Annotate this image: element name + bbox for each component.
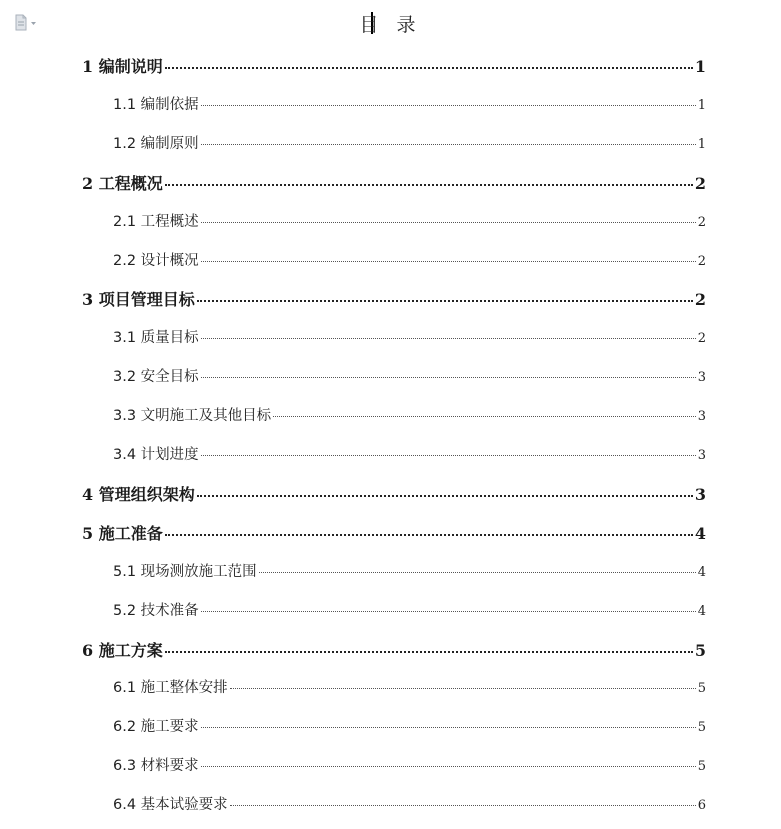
toc-entry[interactable] [113, 249, 706, 270]
toc-entry[interactable] [113, 443, 706, 464]
dot-leader [165, 67, 693, 69]
dot-leader [201, 455, 696, 456]
toc-entry[interactable] [113, 793, 706, 814]
toc-entry-label: 5 施工准备 [82, 523, 163, 543]
toc-entry-label: 3 项目管理目标 [82, 290, 195, 310]
toc-entry[interactable] [113, 132, 706, 153]
toc-entry-label: 5.2 技术准备 [113, 602, 199, 619]
toc-entry-label: 6 施工方案 [82, 640, 163, 660]
toc-entry[interactable] [113, 210, 706, 231]
toc-title: 目 录 [359, 14, 422, 36]
toc-entry-page: 4 [697, 603, 706, 619]
toc-entry-label: 3.1 质量目标 [113, 330, 199, 347]
toc-entry-page: 5 [697, 720, 706, 736]
toc-entry[interactable] [113, 754, 706, 775]
toc-entry-page: 2 [697, 331, 706, 347]
dot-leader [201, 611, 696, 612]
toc-entry-page: 4 [694, 523, 706, 543]
toc-entry-label: 3.3 文明施工及其他目标 [113, 408, 272, 425]
toc-entry-label: 1.2 编制原则 [113, 135, 199, 152]
toc-entry[interactable] [113, 93, 706, 114]
toc-entry[interactable] [113, 404, 706, 425]
toc-entry-label: 1.1 编制依据 [113, 96, 199, 113]
toc-entry[interactable] [82, 521, 706, 544]
toc-entry-page: 1 [697, 97, 706, 113]
dot-leader [197, 495, 693, 497]
dot-leader [201, 261, 696, 262]
toc-entry-page: 3 [694, 484, 706, 504]
toc-entry-label: 4 管理组织架构 [82, 484, 195, 504]
toc-entry-page: 2 [697, 214, 706, 230]
dot-leader [201, 105, 696, 106]
toc-entry-label: 2 工程概况 [82, 173, 163, 193]
toc-entry-label: 1 编制说明 [82, 57, 163, 76]
dot-leader [165, 651, 693, 653]
toc-entry-page: 2 [694, 173, 706, 193]
dot-leader [230, 688, 696, 689]
dot-leader [201, 727, 696, 728]
dot-leader [197, 300, 693, 302]
toc-entry-page: 3 [697, 409, 706, 425]
toc-entry-page: 1 [694, 57, 706, 76]
toc-entry-label: 3.4 计划进度 [113, 447, 199, 463]
toc-entry-label: 6.1 施工整体安排 [113, 680, 228, 697]
dot-leader [259, 572, 696, 573]
toc-entry-label: 6.4 基本试验要求 [113, 797, 228, 814]
toc-entry[interactable] [113, 560, 706, 581]
toc-entry[interactable] [113, 599, 706, 620]
toc-entry[interactable] [82, 482, 706, 505]
toc-entry-label: 2.1 工程概述 [113, 213, 199, 230]
dot-leader [165, 534, 693, 536]
toc-entry-label: 2.2 设计概况 [113, 252, 199, 269]
dot-leader [201, 144, 696, 145]
toc-entry-label: 6.3 材料要求 [113, 758, 199, 775]
toc-entry-label: 6.2 施工要求 [113, 719, 199, 736]
toc-entry-page: 5 [697, 759, 706, 775]
toc-entry-page: 5 [697, 681, 706, 697]
dot-leader [230, 805, 696, 806]
toc-entry-page: 4 [697, 564, 706, 580]
toc-entry[interactable] [82, 171, 706, 194]
dot-leader [201, 766, 696, 767]
toc-entry-page: 3 [697, 370, 706, 386]
toc-entry-page: 3 [697, 448, 706, 463]
toc-entry[interactable] [82, 638, 706, 661]
toc-entry-page: 2 [697, 253, 706, 269]
toc-entry[interactable] [113, 365, 706, 386]
toc-entry-label: 5.1 现场测放施工范围 [113, 563, 257, 580]
dot-leader [273, 416, 696, 417]
toc-entry-page: 1 [697, 136, 706, 152]
dot-leader [201, 338, 696, 339]
toc-entry[interactable] [113, 676, 706, 697]
toc-entry[interactable] [82, 287, 706, 310]
toc-entry-label: 3.2 安全目标 [113, 369, 199, 386]
toc-entry-page: 6 [697, 798, 706, 814]
toc-entry-page: 5 [694, 640, 706, 660]
toc-entry[interactable] [113, 326, 706, 347]
dot-leader [165, 184, 693, 186]
toc-entry[interactable] [82, 54, 706, 77]
toc-entry[interactable] [113, 715, 706, 736]
dot-leader [201, 222, 696, 223]
toc-entry-page: 2 [694, 290, 706, 310]
dot-leader [201, 377, 696, 378]
